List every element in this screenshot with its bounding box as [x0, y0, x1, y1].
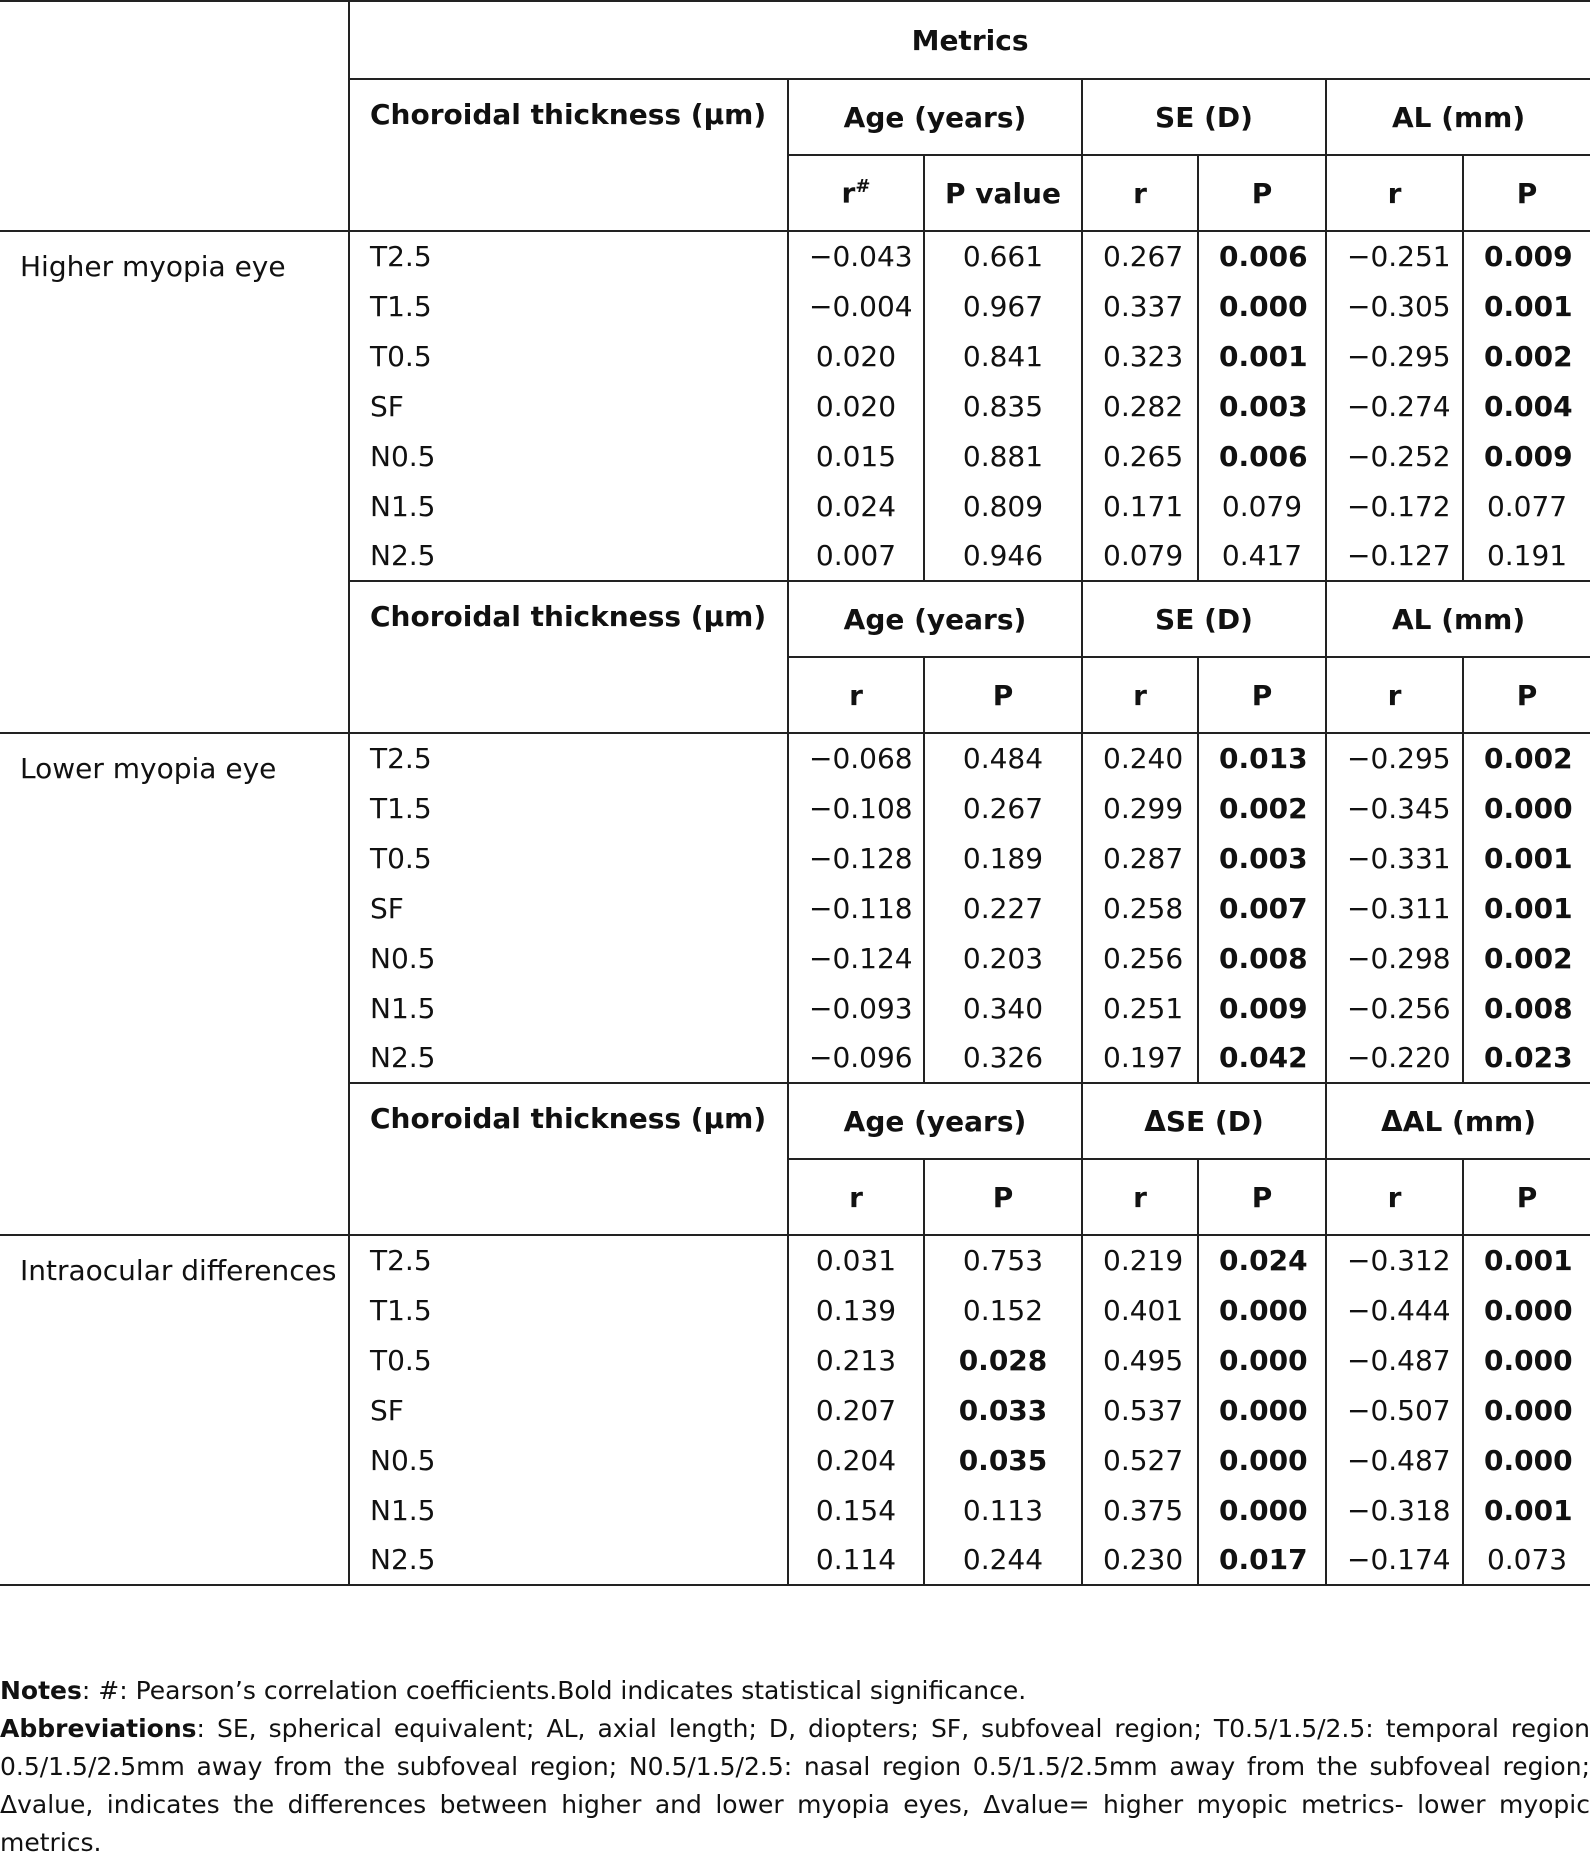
se-p-cell: 0.042: [1198, 1033, 1326, 1083]
al-p-cell: 0.000: [1484, 791, 1573, 825]
age-r-cell: −0.108: [788, 783, 924, 833]
age-p-cell: 0.035: [924, 1435, 1082, 1485]
al-r-header: r: [1326, 155, 1463, 231]
age-r-header: r: [788, 657, 924, 733]
hash-marker: #: [855, 176, 871, 198]
se-r-cell: 0.337: [1082, 281, 1198, 331]
se-p-cell: 0.000: [1198, 1285, 1326, 1335]
region-cell: N2.5: [349, 531, 788, 581]
choroidal-thickness-header: Choroidal thickness (μm): [349, 79, 788, 231]
se-p-cell: 0.013: [1198, 733, 1326, 783]
al-p-cell: 0.191: [1463, 531, 1590, 581]
se-r-cell: 0.495: [1082, 1335, 1198, 1385]
al-r-cell: −0.295: [1326, 331, 1463, 381]
age-r-cell: −0.118: [788, 883, 924, 933]
age-header: Age (years): [788, 1083, 1082, 1159]
al-p-cell: 0.023: [1463, 1033, 1590, 1083]
region-cell: T2.5: [349, 733, 788, 783]
table-row: [0, 1235, 1590, 1285]
al-r-cell: −0.220: [1326, 1033, 1463, 1083]
age-p-cell: 0.152: [924, 1285, 1082, 1335]
al-p-cell: 0.002: [1484, 941, 1573, 975]
empty-corner-cell: [0, 1, 349, 79]
se-r-cell: 0.258: [1082, 883, 1198, 933]
r-label: r: [841, 176, 856, 210]
al-r-cell: −0.312: [1326, 1235, 1463, 1285]
region-cell: N1.5: [349, 1485, 788, 1535]
region-cell: N1.5: [349, 983, 788, 1033]
delta-se-header: ΔSE (D): [1082, 1083, 1326, 1159]
al-p-cell: 0.073: [1463, 1535, 1590, 1585]
se-r-cell: 0.219: [1082, 1235, 1198, 1285]
al-p-cell: 0.001: [1484, 289, 1573, 323]
age-p-header: P: [924, 1159, 1082, 1235]
al-p-cell: 0.001: [1484, 1493, 1573, 1527]
choroidal-thickness-header: Choroidal thickness (μm): [349, 581, 788, 733]
se-r-cell: 0.267: [1082, 231, 1198, 281]
al-p-cell: 0.077: [1486, 489, 1568, 523]
region-cell: T0.5: [349, 833, 788, 883]
se-r-cell: 0.287: [1082, 833, 1198, 883]
age-p-cell: 0.661: [924, 231, 1082, 281]
group-header-row: [0, 1083, 1590, 1159]
age-r-cell: 0.007: [788, 531, 924, 581]
al-r-cell: −0.127: [1326, 531, 1463, 581]
se-p-cell: 0.000: [1198, 1385, 1326, 1435]
age-p-cell: 0.244: [924, 1535, 1082, 1585]
group-header-row: [0, 79, 1590, 155]
se-r-cell: 0.299: [1082, 783, 1198, 833]
notes-text: : #: Pearson’s correlation coefficients.Bold indicates statistical significance.: [81, 1676, 1027, 1705]
age-p-header: P value: [924, 155, 1082, 231]
age-p-cell: 0.881: [924, 431, 1082, 481]
al-p-cell: 0.008: [1484, 991, 1573, 1025]
se-p-cell: 0.024: [1198, 1235, 1326, 1285]
al-p-cell: 0.000: [1484, 1443, 1573, 1477]
al-r-cell: −0.256: [1326, 983, 1463, 1033]
se-p-cell: 0.006: [1198, 431, 1326, 481]
notes-paragraph: [0, 1672, 1590, 1710]
age-r-cell: −0.128: [788, 833, 924, 883]
table-row: [0, 733, 1590, 783]
group-label: Intraocular differences: [0, 1235, 349, 1585]
se-p-cell: 0.003: [1198, 381, 1326, 431]
se-p-cell: 0.007: [1198, 883, 1326, 933]
region-cell: T0.5: [349, 1335, 788, 1385]
age-p-cell: 0.946: [924, 531, 1082, 581]
se-r-cell: 0.079: [1082, 531, 1198, 581]
region-cell: N0.5: [349, 431, 788, 481]
se-r-cell: 0.375: [1082, 1485, 1198, 1535]
age-r-cell: 0.020: [788, 331, 924, 381]
se-r-cell: 0.251: [1082, 983, 1198, 1033]
age-r-cell: −0.004: [788, 281, 924, 331]
age-p-cell: 0.267: [924, 783, 1082, 833]
age-header: Age (years): [788, 581, 1082, 657]
se-p-header: P: [1198, 657, 1326, 733]
region-cell: N1.5: [349, 481, 788, 531]
age-p-cell: 0.227: [924, 883, 1082, 933]
age-r-header: r: [788, 1159, 924, 1235]
se-r-cell: 0.527: [1082, 1435, 1198, 1485]
al-r-cell: −0.172: [1326, 481, 1463, 531]
age-r-cell: 0.207: [788, 1385, 924, 1435]
delta-al-header: ΔAL (mm): [1326, 1083, 1590, 1159]
metrics-header-row: [0, 1, 1590, 79]
group-header-row: [0, 581, 1590, 657]
se-p-cell: 0.000: [1198, 281, 1326, 331]
age-r-cell: −0.068: [788, 733, 924, 783]
al-r-cell: −0.174: [1326, 1535, 1463, 1585]
age-p-cell: 0.203: [924, 933, 1082, 983]
al-r-cell: −0.311: [1326, 883, 1463, 933]
al-r-cell: −0.298: [1326, 933, 1463, 983]
age-r-cell: −0.124: [788, 933, 924, 983]
se-p-cell: 0.001: [1198, 331, 1326, 381]
region-cell: SF: [349, 1385, 788, 1435]
al-r-cell: −0.274: [1326, 381, 1463, 431]
se-header: SE (D): [1082, 581, 1326, 657]
se-p-cell: 0.417: [1198, 531, 1326, 581]
al-p-cell: 0.002: [1484, 339, 1573, 373]
se-p-header: P: [1198, 155, 1326, 231]
region-cell: N2.5: [349, 1535, 788, 1585]
al-p-cell: 0.001: [1484, 1244, 1573, 1277]
se-p-cell: 0.008: [1198, 933, 1326, 983]
age-r-cell: 0.139: [788, 1285, 924, 1335]
region-cell: N0.5: [349, 933, 788, 983]
al-p-header: P: [1463, 1159, 1590, 1235]
al-r-cell: −0.295: [1326, 733, 1463, 783]
age-p-cell: 0.841: [924, 331, 1082, 381]
region-cell: N0.5: [349, 1435, 788, 1485]
se-r-cell: 0.256: [1082, 933, 1198, 983]
al-p-cell: 0.004: [1484, 389, 1573, 423]
al-r-cell: −0.252: [1326, 431, 1463, 481]
al-p-cell: 0.001: [1484, 891, 1573, 925]
age-p-cell: 0.340: [924, 983, 1082, 1033]
se-p-cell: 0.017: [1198, 1535, 1326, 1585]
age-p-cell: 0.967: [924, 281, 1082, 331]
se-p-cell: 0.000: [1198, 1335, 1326, 1385]
region-cell: N2.5: [349, 1033, 788, 1083]
region-cell: SF: [349, 883, 788, 933]
se-p-cell: 0.009: [1198, 983, 1326, 1033]
age-r-cell: 0.031: [788, 1235, 924, 1285]
al-p-cell: 0.002: [1484, 742, 1573, 775]
al-p-cell: 0.009: [1484, 439, 1573, 473]
al-r-cell: −0.345: [1326, 783, 1463, 833]
se-r-cell: 0.197: [1082, 1033, 1198, 1083]
al-r-cell: −0.318: [1326, 1485, 1463, 1535]
age-header: Age (years): [788, 79, 1082, 155]
age-r-cell: −0.096: [788, 1033, 924, 1083]
age-r-cell: −0.093: [788, 983, 924, 1033]
region-cell: T1.5: [349, 783, 788, 833]
se-r-cell: 0.240: [1082, 733, 1198, 783]
se-r-cell: 0.171: [1082, 481, 1198, 531]
age-p-cell: 0.033: [924, 1385, 1082, 1435]
al-p-cell: 0.000: [1484, 1393, 1573, 1427]
al-p-cell: 0.000: [1484, 1293, 1573, 1327]
al-r-cell: −0.487: [1326, 1335, 1463, 1385]
age-r-cell: 0.204: [788, 1435, 924, 1485]
table-notes: [0, 1672, 1590, 1862]
group-label: Higher myopia eye: [0, 231, 349, 581]
se-p-cell: 0.006: [1198, 231, 1326, 281]
age-p-cell: 0.753: [924, 1235, 1082, 1285]
al-r-cell: −0.305: [1326, 281, 1463, 331]
al-r-cell: −0.487: [1326, 1435, 1463, 1485]
se-r-cell: 0.537: [1082, 1385, 1198, 1435]
al-header: AL (mm): [1326, 581, 1590, 657]
metrics-header: Metrics: [349, 1, 1590, 79]
empty-label-cell: [0, 581, 349, 733]
choroidal-thickness-header: Choroidal thickness (μm): [349, 1083, 788, 1235]
se-p-cell: 0.000: [1198, 1485, 1326, 1535]
se-r-cell: 0.323: [1082, 331, 1198, 381]
age-r-cell: 0.154: [788, 1485, 924, 1535]
notes-label: Notes: [0, 1676, 82, 1705]
se-r-header: r: [1082, 657, 1198, 733]
se-r-cell: 0.230: [1082, 1535, 1198, 1585]
al-p-header: P: [1463, 657, 1590, 733]
age-p-cell: 0.113: [924, 1485, 1082, 1535]
age-p-cell: 0.189: [924, 833, 1082, 883]
se-p-cell: 0.002: [1198, 783, 1326, 833]
age-r-cell: 0.024: [788, 481, 924, 531]
table-row: [0, 231, 1590, 281]
al-p-cell: 0.001: [1484, 841, 1573, 875]
abbreviations-paragraph: [0, 1710, 1590, 1862]
al-r-cell: −0.251: [1326, 231, 1463, 281]
region-cell: T2.5: [349, 231, 788, 281]
empty-label-cell: [0, 1083, 349, 1235]
region-cell: T0.5: [349, 331, 788, 381]
al-r-cell: −0.507: [1326, 1385, 1463, 1435]
region-cell: T1.5: [349, 281, 788, 331]
age-r-cell: 0.015: [788, 431, 924, 481]
se-p-header: P: [1198, 1159, 1326, 1235]
se-p-cell: 0.000: [1198, 1435, 1326, 1485]
al-p-cell: 0.000: [1484, 1343, 1573, 1377]
age-p-cell: 0.326: [924, 1033, 1082, 1083]
al-r-header: r: [1326, 657, 1463, 733]
region-cell: T2.5: [349, 1235, 788, 1285]
se-header: SE (D): [1082, 79, 1326, 155]
abbreviations-text: : SE, spherical equivalent; AL, axial length; D, diopters; SF, subfoveal region; T0.5/1.5/2.5: temporal region 0.5/1.5/2.5mm away from the subfoveal region; N0.5/1.5/2.5: nasal region 0.5/1.5/2.5mm away from the subfoveal region; Δvalue, indicates the differences between higher and lower myopia eyes, Δvalue= higher myopic metrics- lower myopic metrics.: [0, 1714, 1590, 1857]
abbreviations-label: Abbreviations: [0, 1714, 197, 1743]
se-p-cell: 0.003: [1198, 833, 1326, 883]
al-p-header: P: [1463, 155, 1590, 231]
se-r-header: r: [1082, 155, 1198, 231]
se-r-header: r: [1082, 1159, 1198, 1235]
se-p-cell: 0.079: [1198, 481, 1326, 531]
age-p-header: P: [924, 657, 1082, 733]
group-label: Lower myopia eye: [0, 733, 349, 1083]
age-p-cell: 0.835: [924, 381, 1082, 431]
al-r-header: r: [1326, 1159, 1463, 1235]
se-r-cell: 0.265: [1082, 431, 1198, 481]
al-r-cell: −0.331: [1326, 833, 1463, 883]
se-r-cell: 0.401: [1082, 1285, 1198, 1335]
age-r-header: [788, 155, 924, 231]
age-r-cell: −0.043: [788, 231, 924, 281]
region-cell: T1.5: [349, 1285, 788, 1335]
al-r-cell: −0.444: [1326, 1285, 1463, 1335]
age-r-cell: 0.213: [788, 1335, 924, 1385]
empty-label-cell: [0, 79, 349, 231]
al-p-cell: 0.009: [1484, 240, 1573, 273]
age-p-cell: 0.028: [924, 1335, 1082, 1385]
se-r-cell: 0.282: [1082, 381, 1198, 431]
region-cell: SF: [349, 381, 788, 431]
age-r-cell: 0.020: [788, 381, 924, 431]
al-header: AL (mm): [1326, 79, 1590, 155]
age-r-cell: 0.114: [788, 1535, 924, 1585]
age-p-cell: 0.809: [924, 481, 1082, 531]
age-p-cell: 0.484: [924, 733, 1082, 783]
